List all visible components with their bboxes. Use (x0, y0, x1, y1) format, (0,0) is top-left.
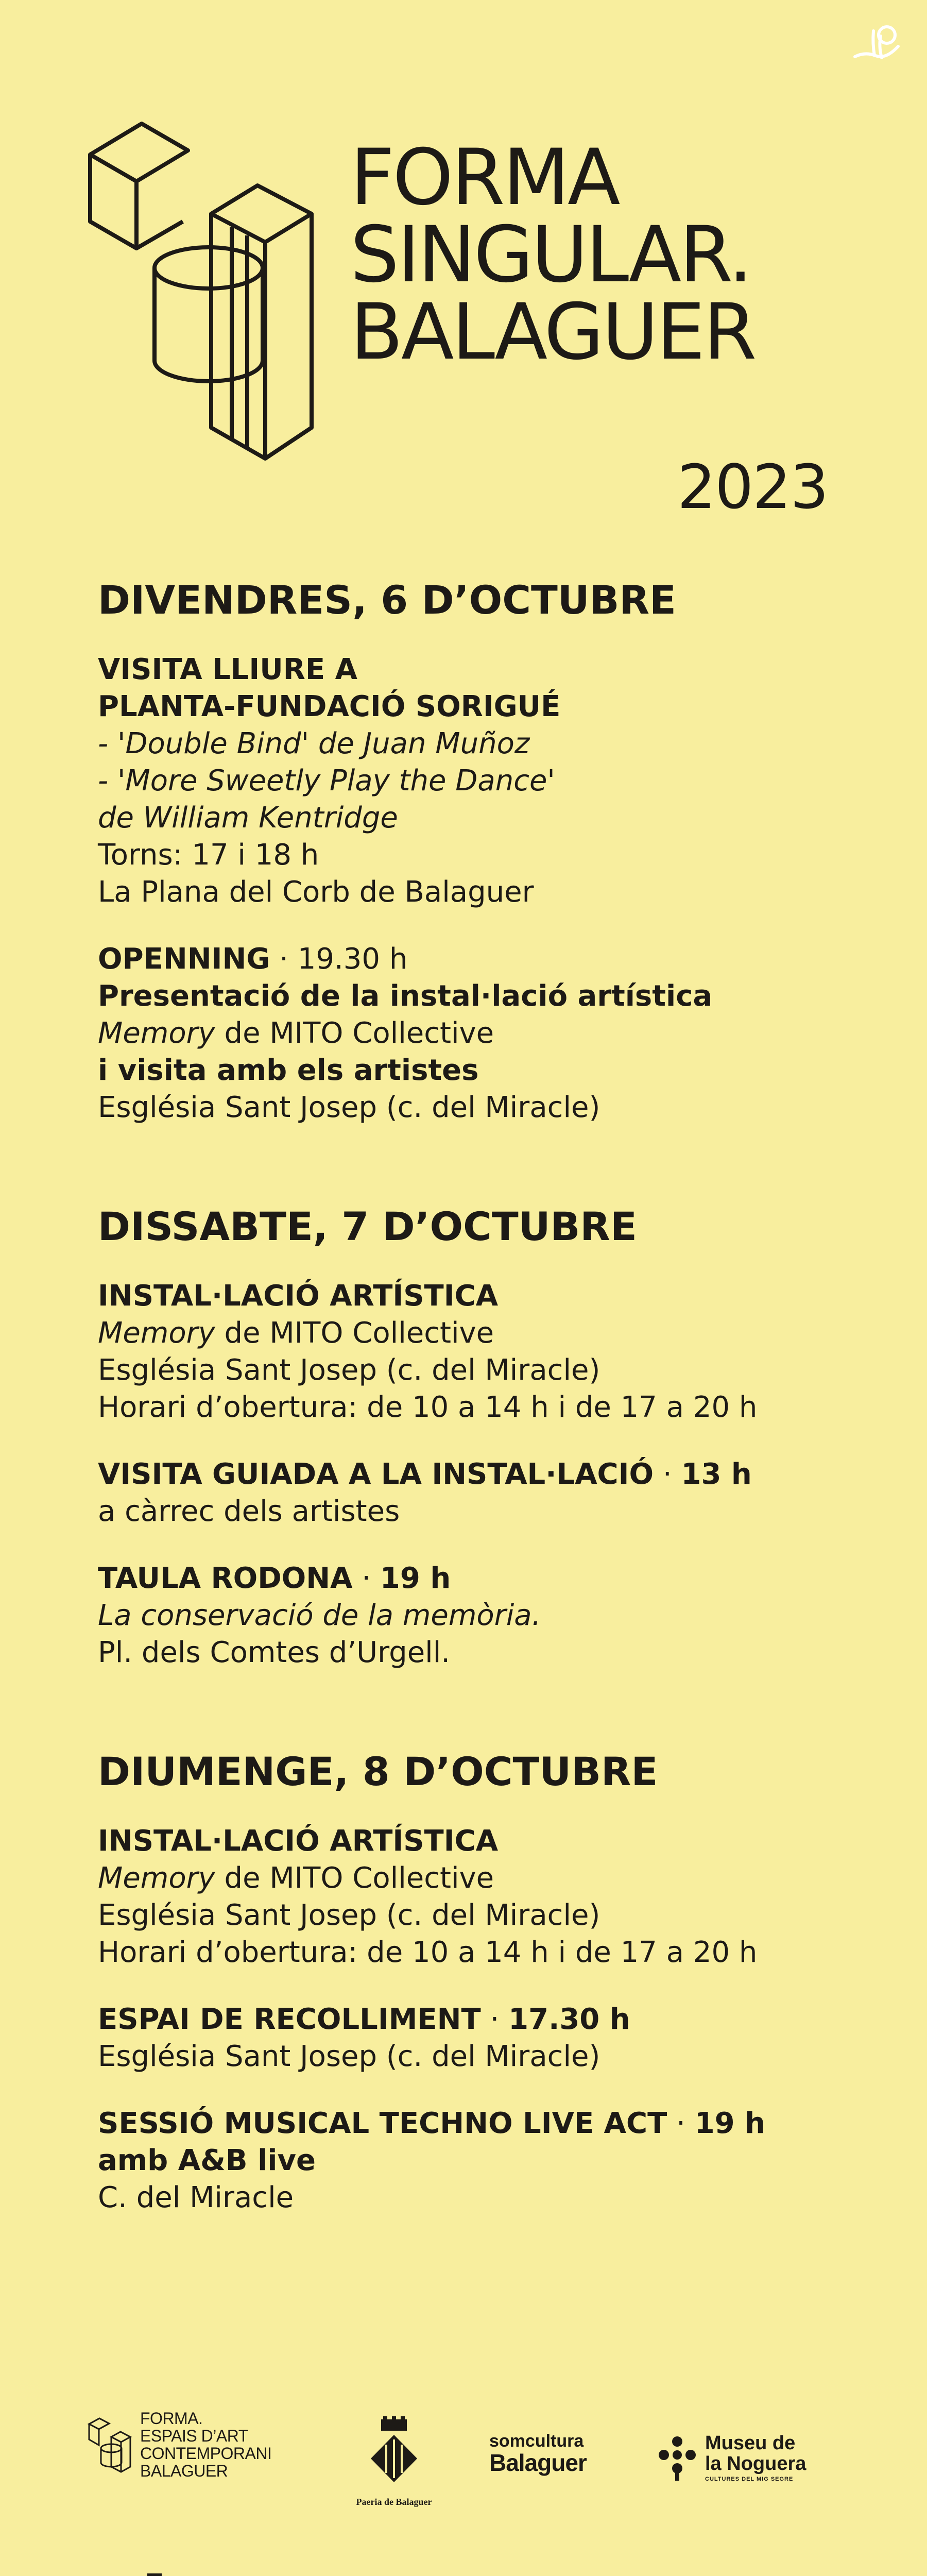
event-text: - 'Double Bind' de Juan Muñoz (98, 727, 530, 760)
event-text: Memory (98, 1316, 215, 1350)
event-line (98, 1560, 845, 1597)
event-line (98, 1015, 845, 1052)
event-line (98, 1823, 845, 1860)
museu-flower-icon (657, 2434, 698, 2481)
event-text: SESSIÓ MUSICAL TECHNO LIVE ACT (98, 2107, 667, 2140)
event-line (98, 1493, 845, 1530)
forma-logo-icon (85, 118, 327, 464)
event-line (98, 837, 845, 874)
event-text: 13 h (681, 1458, 752, 1491)
event-text: - 'More Sweetly Play the Dance' (98, 764, 555, 798)
forma-line: BALAGUER (140, 2462, 228, 2480)
event-text: Pl. dels Comtes d’Urgell. (98, 1636, 451, 1669)
event-block (98, 2001, 845, 2075)
event-text: · (352, 1562, 380, 1595)
title-line: FORMA (350, 133, 619, 223)
event-block (98, 941, 845, 1126)
event-block (98, 1278, 845, 1426)
event-text: Torns: 17 i 18 h (98, 838, 319, 872)
event-text: TAULA RODONA (98, 1562, 353, 1595)
event-text: de MITO Collective (215, 1861, 494, 1895)
event-line (98, 1052, 845, 1089)
day-section (98, 1204, 845, 1671)
event-line (98, 800, 845, 837)
sponsor-museu (657, 2429, 842, 2486)
sponsor-forma (87, 2409, 303, 2480)
sponsor-paeria (342, 2416, 445, 2514)
event-line (98, 762, 845, 800)
event-text: VISITA GUIADA A LA INSTAL·LACIÓ (98, 1458, 654, 1491)
event-text: de MITO Collective (215, 1016, 494, 1050)
event-line (98, 1278, 845, 1315)
coat-of-arms-icon (366, 2416, 422, 2494)
event-text: Horari d’obertura: de 10 a 14 h i de 17 a 20 h (98, 1391, 758, 1424)
event-text: a càrrec dels artistes (98, 1495, 400, 1528)
event-line (98, 1634, 845, 1671)
forma-small-logo-icon (87, 2416, 133, 2473)
event-text: La Plana del Corb de Balaguer (98, 875, 534, 909)
event-text: de MITO Collective (215, 1316, 494, 1350)
event-text: Horari d’obertura: de 10 a 14 h i de 17 a 20 h (98, 1936, 758, 1969)
event-text: amb A&B live (98, 2144, 316, 2177)
event-text: · (480, 2003, 509, 2036)
event-text: Església Sant Josep (c. del Miracle) (98, 2040, 600, 2073)
event-block (98, 2105, 845, 2216)
day-heading: DIUMENGE, 8 D’OCTUBRE (98, 1749, 658, 1794)
museu-line: la Noguera (705, 2453, 806, 2475)
event-line (98, 651, 845, 688)
event-text: i visita amb els artistes (98, 1054, 479, 1087)
event-line (98, 1860, 845, 1897)
festival-year: 2023 (677, 451, 828, 522)
event-text: 17.30 h (508, 2003, 630, 2036)
sponsor-somcultura (489, 2432, 613, 2483)
event-line (98, 1389, 845, 1426)
forma-line: CONTEMPORANI (140, 2444, 272, 2463)
forma-line: ESPAIS D’ART (140, 2427, 248, 2445)
event-line (98, 978, 845, 1015)
festival-title (350, 133, 755, 377)
event-text: Memory (98, 1861, 215, 1895)
event-line (98, 2001, 845, 2038)
event-block (98, 651, 845, 911)
event-block (98, 1456, 845, 1530)
event-line (98, 1089, 845, 1126)
event-text: C. del Miracle (98, 2181, 294, 2214)
day-heading: DISSABTE, 7 D’OCTUBRE (98, 1204, 637, 1249)
title-line: BALAGUER (350, 287, 755, 377)
event-line (98, 874, 845, 911)
event-text: Memory (98, 1016, 215, 1050)
diputacio-shield-icon (143, 2573, 166, 2576)
event-line (98, 2142, 845, 2179)
event-text: Església Sant Josep (c. del Miracle) (98, 1899, 600, 1932)
event-line (98, 1315, 845, 1352)
event-line (98, 2038, 845, 2075)
event-line (98, 1456, 845, 1493)
event-line (98, 1934, 845, 1971)
event-text: 19 h (694, 2107, 765, 2140)
event-line (98, 2179, 845, 2216)
event-text: PLANTA-FUNDACIÓ SORIGUÉ (98, 690, 561, 723)
event-text: La conservació de la memòria. (98, 1599, 541, 1632)
day-section (98, 577, 845, 1126)
event-line (98, 688, 845, 725)
event-text: · (654, 1458, 681, 1491)
event-block (98, 1560, 845, 1671)
museu-line: Museu de (705, 2432, 796, 2454)
paeria-caption: Paeria de Balaguer (356, 2497, 432, 2507)
event-text: Església Sant Josep (c. del Miracle) (98, 1091, 600, 1124)
title-line: SINGULAR. (350, 210, 751, 300)
event-text: 19 h (380, 1562, 451, 1595)
event-line (98, 725, 845, 762)
forma-line: FORMA. (140, 2409, 203, 2428)
program (98, 577, 845, 2216)
event-text: OPENNING (98, 942, 270, 976)
day-heading: DIVENDRES, 6 D’OCTUBRE (98, 577, 676, 623)
somcultura-text: somcultura (489, 2431, 584, 2451)
museu-subtitle: CULTURES DEL MIG SEGRE (705, 2476, 794, 2482)
event-text: de William Kentridge (98, 801, 398, 835)
event-line (98, 1352, 845, 1389)
event-text: VISITA LLIURE A (98, 653, 357, 686)
event-text: INSTAL·LACIÓ ARTÍSTICA (98, 1279, 499, 1313)
sponsor-diputacio (95, 2573, 214, 2576)
event-text: Església Sant Josep (c. del Miracle) (98, 1353, 600, 1387)
event-text: Presentació de la instal·lació artística (98, 979, 713, 1013)
event-line (98, 1597, 845, 1634)
corner-logo-icon (845, 15, 906, 72)
event-line (98, 1897, 845, 1934)
event-text: · (667, 2107, 695, 2140)
event-block (98, 1823, 845, 1971)
event-text: ESPAI DE RECOLLIMENT (98, 2003, 481, 2036)
event-line (98, 941, 845, 978)
event-line (98, 2105, 845, 2142)
somcultura-balaguer: Balaguer (489, 2449, 587, 2476)
day-section (98, 1749, 845, 2216)
sponsor-iei (265, 2573, 399, 2576)
event-text: INSTAL·LACIÓ ARTÍSTICA (98, 1824, 499, 1858)
event-text: · 19.30 h (270, 942, 408, 976)
